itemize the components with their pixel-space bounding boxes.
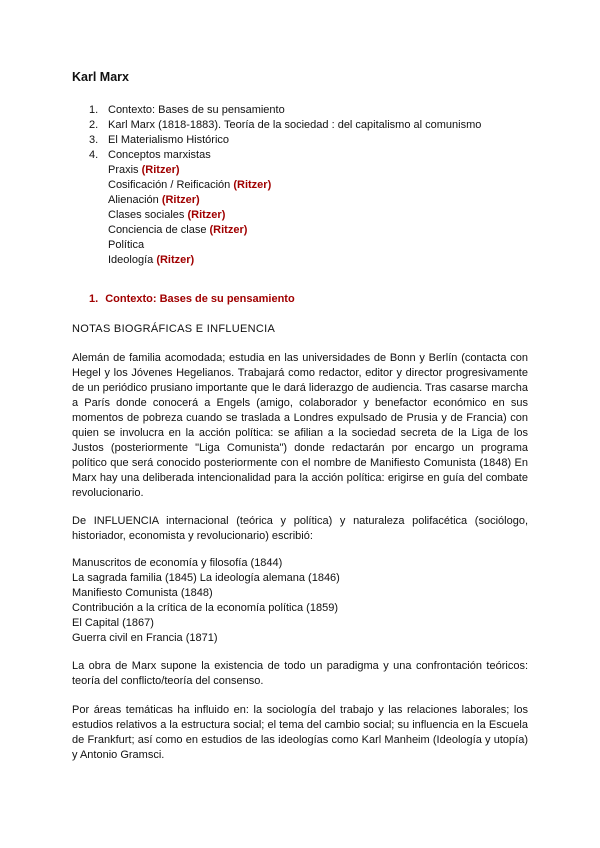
work-item: Manifiesto Comunista (1848) xyxy=(72,587,213,599)
section-subheading: NOTAS BIOGRÁFICAS E INFLUENCIA xyxy=(72,323,276,335)
toc-item-number: 1. xyxy=(89,104,99,116)
toc-item-label: Karl Marx (1818-1883). Teoría de la sociedad : del capitalismo al comunismo xyxy=(108,119,482,131)
concept-item xyxy=(108,253,481,268)
concept-item xyxy=(108,193,481,208)
ritzer-reference: (Ritzer) xyxy=(187,209,226,221)
concept-item xyxy=(108,178,481,193)
work-item: La sagrada familia (1845) La ideología alemana (1846) xyxy=(72,572,340,584)
work-item: Guerra civil en Francia (1871) xyxy=(72,632,218,644)
toc-item-label: Conceptos marxistas xyxy=(108,149,211,161)
biography-paragraph: Alemán de familia acomodada; estudia en las universidades de Bonn y Berlín (contacta con Hegel y los Jóvenes Hegelianos. Trabajará como redactor, editor y director progresivamente de un periódico prusiano importante que le dará liderazgo de audiencia. Tras casarse marcha a París donde conocerá a Engels (amigo, colaborador y benefactor económico en sus momentos de pobreza cuando se traslada a Londres expulsado de Prusia y de Francia) con quien se involucra en la acción política: se afilian a la sociedad secreta de la Liga de los Justos (posteriormente "Liga Comunista") donde redactarán por encargo un programa político que será conocido posteriormente con el nombre de Manifiesto Comunista (1848) En Marx hay una deliberada intencionalidad para la acción política: erigirse en guía del combate revolucionario. xyxy=(72,352,528,499)
concept-label: Conciencia de clase xyxy=(108,224,207,236)
toc-item-label: Contexto: Bases de su pensamiento xyxy=(108,104,285,116)
concept-label: Ideología xyxy=(108,254,154,266)
ritzer-reference: (Ritzer) xyxy=(209,224,248,236)
toc-item-number: 4. xyxy=(89,149,99,161)
concept-label: Praxis xyxy=(108,164,139,176)
table-of-contents xyxy=(89,103,481,268)
concept-item xyxy=(108,163,481,178)
works-list xyxy=(72,556,340,646)
toc-item xyxy=(89,103,481,118)
concept-label: Clases sociales xyxy=(108,209,185,221)
concepts-list xyxy=(108,163,481,268)
toc-item-label: El Materialismo Histórico xyxy=(108,134,230,146)
ritzer-reference: (Ritzer) xyxy=(233,179,272,191)
toc-item xyxy=(89,118,481,133)
concept-item xyxy=(108,223,481,238)
concept-label: Política xyxy=(108,239,145,251)
toc-item xyxy=(89,148,481,268)
section-heading xyxy=(89,293,295,305)
ritzer-reference: (Ritzer) xyxy=(141,164,180,176)
thematic-areas-paragraph: Por áreas temáticas ha influido en: la sociología del trabajo y las relaciones laborales; los estudios relativos a la estructura social; el tema del cambio social; su influencia en la Escuela de Frankfurt; así como en estudios de las ideologías como Karl Manheim (Ideología y utopía) y Antonio Gramsci. xyxy=(72,704,528,761)
paradigm-paragraph: La obra de Marx supone la existencia de todo un paradigma y una confrontación teóricos: teoría del conflicto/teoría del consenso. xyxy=(72,660,528,687)
work-item: El Capital (1867) xyxy=(72,617,154,629)
toc-item xyxy=(89,133,481,148)
influence-paragraph: De INFLUENCIA internacional (teórica y política) y naturaleza polifacética (sociólogo, historiador, economista y revolucionario) escribió: xyxy=(72,515,528,542)
concept-item xyxy=(108,238,481,253)
concept-item xyxy=(108,208,481,223)
work-item: Contribución a la crítica de la economía política (1859) xyxy=(72,602,338,614)
ritzer-reference: (Ritzer) xyxy=(156,254,195,266)
concept-label: Alienación xyxy=(108,194,159,206)
document-title: Karl Marx xyxy=(72,70,129,84)
ritzer-reference: (Ritzer) xyxy=(161,194,200,206)
section-title: Contexto: Bases de su pensamiento xyxy=(105,293,295,305)
concept-label: Cosificación / Reificación xyxy=(108,179,231,191)
toc-item-number: 3. xyxy=(89,134,99,146)
work-item: Manuscritos de economía y filosofía (1844) xyxy=(72,557,283,569)
toc-item-number: 2. xyxy=(89,119,99,131)
section-number: 1. xyxy=(89,293,99,305)
